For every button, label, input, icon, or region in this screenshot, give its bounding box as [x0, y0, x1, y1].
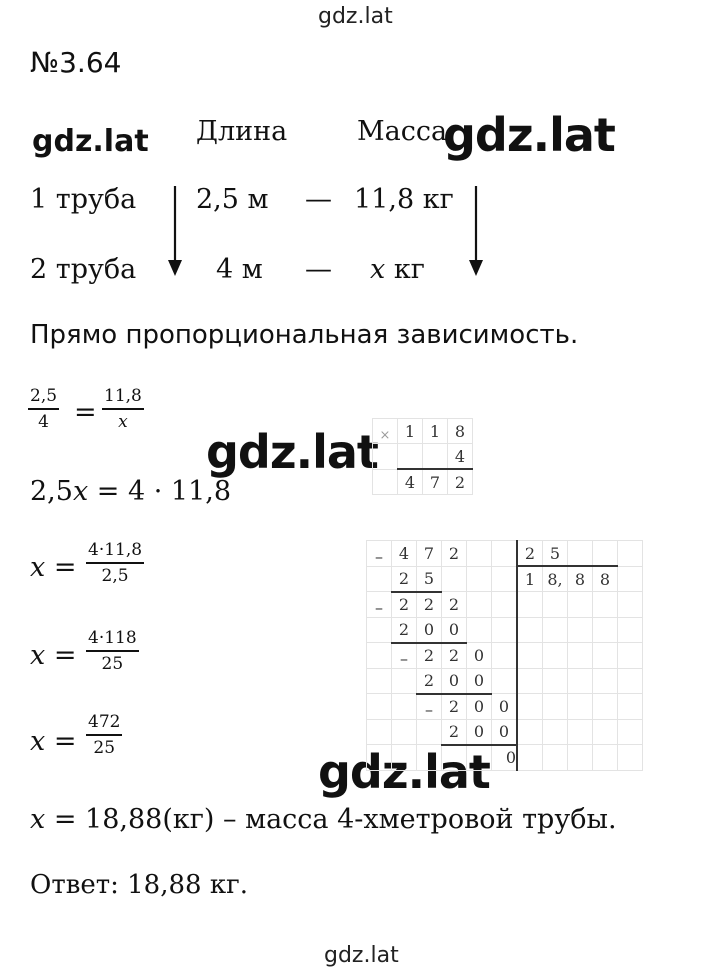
div-cell	[543, 643, 568, 669]
eq1-fraction-left	[28, 386, 59, 432]
mul-cell: 7	[423, 469, 448, 495]
div-cell	[618, 592, 643, 618]
div-cell	[392, 694, 417, 720]
mul-cell	[423, 444, 448, 470]
watermark-lower: gdz.lat	[318, 745, 490, 799]
eq1-fraction-right	[102, 386, 144, 432]
div-cell: 2	[442, 643, 467, 669]
column-header-mass: Масса	[357, 116, 448, 147]
div-minus: –	[367, 541, 392, 567]
div-cell	[467, 592, 492, 618]
div-cell	[543, 719, 568, 745]
div-cell	[593, 668, 618, 694]
div-cell: 2	[442, 694, 467, 720]
div-quotient-cell: 8,	[543, 566, 568, 592]
fraction-bar	[102, 408, 144, 410]
div-cell	[618, 566, 643, 592]
mul-cell	[373, 444, 398, 470]
mul-cell: 4	[398, 469, 423, 495]
div-cell: 2	[417, 668, 442, 694]
div-cell	[618, 719, 643, 745]
div-cell	[568, 745, 593, 771]
multiplication-grid	[372, 418, 473, 495]
div-cell	[517, 719, 543, 745]
div-cell	[392, 668, 417, 694]
div-cell	[392, 719, 417, 745]
eq2-coefficient: 2,5	[30, 476, 73, 507]
eq4-denominator: 25	[101, 654, 124, 674]
eq5-numerator: 472	[88, 712, 121, 732]
div-cell: 2	[392, 592, 417, 618]
div-cell	[417, 745, 442, 771]
div-cell	[492, 592, 518, 618]
eq5-equals: =	[53, 726, 77, 757]
div-cell	[618, 745, 643, 771]
div-cell: 7	[417, 541, 442, 567]
div-cell	[492, 643, 518, 669]
div-cell	[517, 694, 543, 720]
relation-text: Прямо пропорциональная зависимость.	[30, 320, 579, 350]
div-cell	[618, 617, 643, 643]
div-cell	[442, 745, 467, 771]
div-cell	[467, 745, 492, 771]
fraction-bar	[86, 650, 139, 652]
div-cell: 0	[492, 694, 518, 720]
watermark-bottom: gdz.lat	[324, 943, 399, 968]
eq3-fraction	[86, 540, 144, 586]
watermark-header-right: gdz.lat	[443, 108, 615, 162]
div-quotient-cell: 8	[593, 566, 618, 592]
div-cell	[568, 694, 593, 720]
watermark-top: gdz.lat	[318, 4, 393, 29]
div-cell	[618, 694, 643, 720]
result-line	[30, 804, 617, 835]
div-divisor-cell: 2	[517, 541, 543, 567]
div-cell: 2	[417, 592, 442, 618]
row2-dash: —	[305, 254, 332, 285]
div-cell	[492, 566, 518, 592]
eq2	[30, 476, 231, 507]
fraction-bar	[86, 734, 122, 736]
div-cell: 2	[442, 541, 467, 567]
eq3-equals: =	[53, 552, 77, 583]
div-cell	[593, 643, 618, 669]
div-cell: 0	[467, 643, 492, 669]
row2-mass-variable: x	[370, 254, 386, 285]
div-cell: 4	[392, 541, 417, 567]
mul-cell	[373, 469, 398, 495]
eq3-denominator: 2,5	[101, 566, 129, 586]
div-cell	[517, 668, 543, 694]
division-grid	[366, 540, 643, 771]
eq5-fraction	[86, 712, 122, 758]
div-cell	[367, 745, 392, 771]
div-cell	[593, 592, 618, 618]
div-cell: 0	[442, 668, 467, 694]
div-cell	[492, 668, 518, 694]
div-cell: 0	[417, 617, 442, 643]
eq3-lhs	[30, 552, 76, 583]
div-cell	[367, 694, 392, 720]
eq1-left-numerator: 2,5	[30, 386, 58, 406]
div-divisor-cell: 5	[543, 541, 568, 567]
div-cell	[367, 566, 392, 592]
row2-mass	[370, 254, 425, 285]
div-cell	[367, 617, 392, 643]
div-cell: 0	[467, 668, 492, 694]
div-cell	[392, 745, 417, 771]
mul-cell	[398, 444, 423, 470]
eq3-numerator: 4·11,8	[88, 540, 143, 560]
div-cell: 0	[492, 719, 518, 745]
mul-cell: 1	[398, 419, 423, 444]
eq4-numerator: 4·118	[88, 628, 137, 648]
watermark-header-left: gdz.lat	[32, 124, 149, 159]
div-cell	[543, 617, 568, 643]
div-cell	[543, 694, 568, 720]
div-cell	[492, 541, 518, 567]
div-cell: 0	[467, 719, 492, 745]
div-minus: –	[417, 694, 442, 720]
fraction-bar	[86, 562, 144, 564]
eq4-equals: =	[53, 640, 77, 671]
eq1-left-denominator: 4	[38, 412, 49, 432]
div-cell: 5	[417, 566, 442, 592]
eq3-variable: x	[30, 552, 46, 583]
row2-mass-unit: кг	[385, 254, 425, 285]
eq4-lhs	[30, 640, 76, 671]
div-quotient-cell: 1	[517, 566, 543, 592]
div-cell: 2	[417, 643, 442, 669]
div-cell	[593, 694, 618, 720]
div-cell	[367, 668, 392, 694]
div-cell	[618, 643, 643, 669]
div-cell	[543, 745, 568, 771]
eq2-variable: x	[72, 476, 89, 507]
div-cell: 2	[392, 617, 417, 643]
mul-cell: 4	[448, 444, 473, 470]
div-minus: –	[392, 643, 417, 669]
div-cell	[467, 617, 492, 643]
result-variable: x	[30, 804, 46, 835]
div-cell	[568, 719, 593, 745]
eq1-right-denominator: x	[118, 412, 128, 432]
row1-label: 1 труба	[30, 184, 137, 215]
div-cell	[367, 719, 392, 745]
div-cell: 0	[467, 694, 492, 720]
div-cell	[618, 668, 643, 694]
column-header-length: Длина	[196, 116, 288, 147]
div-cell	[367, 643, 392, 669]
div-cell	[618, 541, 643, 567]
row2-label: 2 труба	[30, 254, 137, 285]
div-minus: –	[367, 592, 392, 618]
result-text: = 18,88(кг) – масса 4-хметровой трубы.	[45, 804, 617, 835]
eq4-variable: x	[30, 640, 46, 671]
eq1-right-numerator: 11,8	[104, 386, 142, 406]
div-cell	[517, 745, 543, 771]
div-cell	[543, 592, 568, 618]
mul-cell: ×	[373, 419, 398, 444]
answer-text: Ответ: 18,88 кг.	[30, 870, 248, 900]
div-cell	[593, 745, 618, 771]
div-cell	[593, 719, 618, 745]
div-cell: 2	[442, 592, 467, 618]
eq5-variable: x	[30, 726, 46, 757]
div-cell	[543, 668, 568, 694]
row1-length: 2,5 м	[196, 184, 269, 215]
div-cell	[568, 643, 593, 669]
fraction-bar	[28, 408, 59, 410]
div-cell	[417, 719, 442, 745]
div-cell	[568, 541, 593, 567]
div-cell	[568, 668, 593, 694]
div-cell	[517, 643, 543, 669]
div-cell	[442, 566, 467, 592]
arrow-down-left-icon	[164, 182, 186, 282]
div-cell	[568, 617, 593, 643]
div-cell	[517, 617, 543, 643]
eq2-rhs: = 4 · 11,8	[96, 476, 232, 507]
arrow-down-right-icon	[465, 182, 487, 282]
div-cell: 2	[392, 566, 417, 592]
div-remainder-cell: 0	[492, 745, 518, 771]
mul-cell: 1	[423, 419, 448, 444]
div-cell	[467, 541, 492, 567]
div-cell	[492, 617, 518, 643]
eq5-denominator: 25	[93, 738, 116, 758]
problem-number: №3.64	[30, 46, 122, 79]
div-cell	[593, 541, 618, 567]
div-quotient-cell: 8	[568, 566, 593, 592]
mul-cell: 8	[448, 419, 473, 444]
div-cell	[517, 592, 543, 618]
div-cell: 2	[442, 719, 467, 745]
div-cell: 0	[442, 617, 467, 643]
div-cell	[568, 592, 593, 618]
eq5-lhs	[30, 726, 76, 757]
mul-cell: 2	[448, 469, 473, 495]
eq4-fraction	[86, 628, 139, 674]
eq1-equals: =	[74, 397, 97, 428]
row1-mass: 11,8 кг	[354, 184, 454, 215]
div-cell	[593, 617, 618, 643]
row1-dash: —	[305, 184, 332, 215]
row2-length: 4 м	[216, 254, 263, 285]
watermark-middle: gdz.lat	[206, 425, 378, 479]
div-cell	[467, 566, 492, 592]
